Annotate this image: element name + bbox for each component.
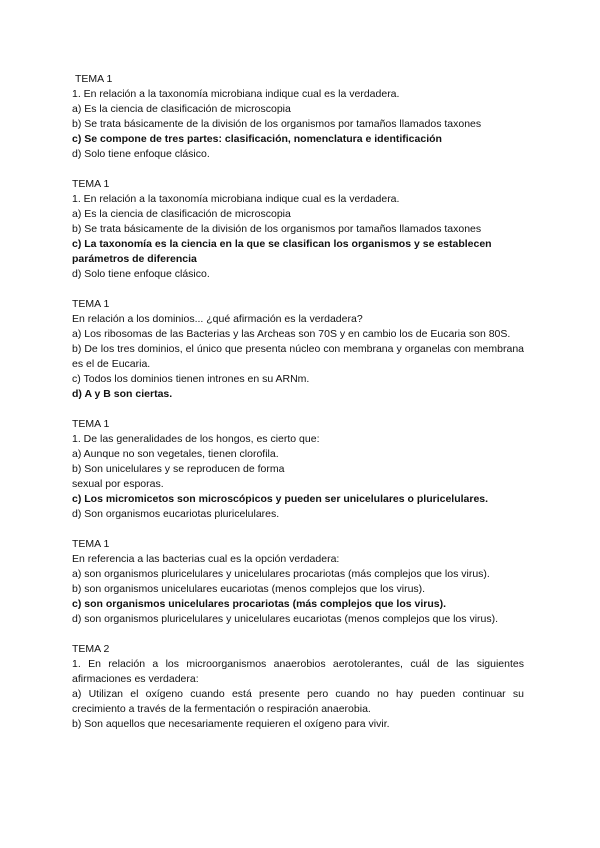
- tema-heading: TEMA 1: [72, 418, 110, 430]
- question-block: [72, 417, 524, 522]
- option-a: a) Los ribosomas de las Bacterias y las Archeas son 70S y en cambio los de Eucaria son 80S.: [72, 328, 511, 340]
- option-b: b) Son unicelulares y se reproducen de forma: [72, 463, 285, 475]
- option-c-correct: c) La taxonomía es la ciencia en la que se clasifican los organismos y se establecen parámetros de diferencia: [72, 238, 492, 265]
- question-text: 1. De las generalidades de los hongos, es cierto que:: [72, 433, 320, 445]
- option-a: a) Es la ciencia de clasificación de microscopia: [72, 103, 291, 115]
- option-b: b) Se trata básicamente de la división de los organismos por tamaños llamados taxones: [72, 223, 482, 235]
- option-b: b) Se trata básicamente de la división de los organismos por tamaños llamados taxones: [72, 118, 482, 130]
- option-b: b) son organismos unicelulares eucariotas (menos complejos que los virus).: [72, 583, 426, 595]
- option-a: a) Es la ciencia de clasificación de microscopia: [72, 208, 291, 220]
- option-a: a) son organismos pluricelulares y unicelulares procariotas (más complejos que los virus).: [72, 568, 490, 580]
- question-block: [72, 537, 524, 627]
- option-d: d) son organismos pluricelulares y unicelulares eucariotas (menos complejos que los virus).: [72, 613, 499, 625]
- tema-heading: TEMA 1: [72, 178, 110, 190]
- option-a: a) Utilizan el oxígeno cuando está presente pero cuando no hay pueden continuar su crecimiento a través de la fermentación o respiración anaerobia.: [72, 688, 524, 715]
- question-block: [72, 297, 524, 402]
- tema-heading: TEMA 1: [75, 73, 113, 85]
- question-text: 1. En relación a la taxonomía microbiana indique cual es la verdadera.: [72, 193, 400, 205]
- tema-heading: TEMA 1: [72, 298, 110, 310]
- tema-heading: TEMA 2: [72, 643, 110, 655]
- option-c-correct: c) Los micromicetos son microscópicos y pueden ser unicelulares o pluricelulares.: [72, 493, 489, 505]
- question-block: [72, 642, 524, 732]
- option-c-correct: c) son organismos unicelulares procariotas (más complejos que los virus).: [72, 598, 447, 610]
- option-d-correct: d) A y B son ciertas.: [72, 388, 173, 400]
- option-a: a) Aunque no son vegetales, tienen clorofila.: [72, 448, 279, 460]
- question-text: 1. En relación a los microorganismos anaerobios aerotolerantes, cuál de las siguientes afirmaciones es verdadera:: [72, 658, 524, 685]
- question-block: [72, 177, 524, 282]
- option-d: d) Son organismos eucariotas pluricelulares.: [72, 508, 280, 520]
- tema-heading: TEMA 1: [72, 538, 110, 550]
- option-d: d) Solo tiene enfoque clásico.: [72, 268, 210, 280]
- question-block: [72, 72, 524, 162]
- option-c-correct: c) Se compone de tres partes: clasificación, nomenclatura e identificación: [72, 133, 442, 145]
- option-b-continued: sexual por esporas.: [72, 478, 164, 490]
- option-d: d) Solo tiene enfoque clásico.: [72, 148, 210, 160]
- option-c: c) Todos los dominios tienen intrones en su ARNm.: [72, 373, 310, 385]
- document-content: [72, 72, 524, 747]
- question-text: En relación a los dominios... ¿qué afirmación es la verdadera?: [72, 313, 363, 325]
- option-b: b) De los tres dominios, el único que presenta núcleo con membrana y organelas con membrana es el de Eucaria.: [72, 343, 524, 370]
- option-b: b) Son aquellos que necesariamente requieren el oxígeno para vivir.: [72, 718, 390, 730]
- question-text: En referencia a las bacterias cual es la opción verdadera:: [72, 553, 340, 565]
- question-text: 1. En relación a la taxonomía microbiana indique cual es la verdadera.: [72, 88, 400, 100]
